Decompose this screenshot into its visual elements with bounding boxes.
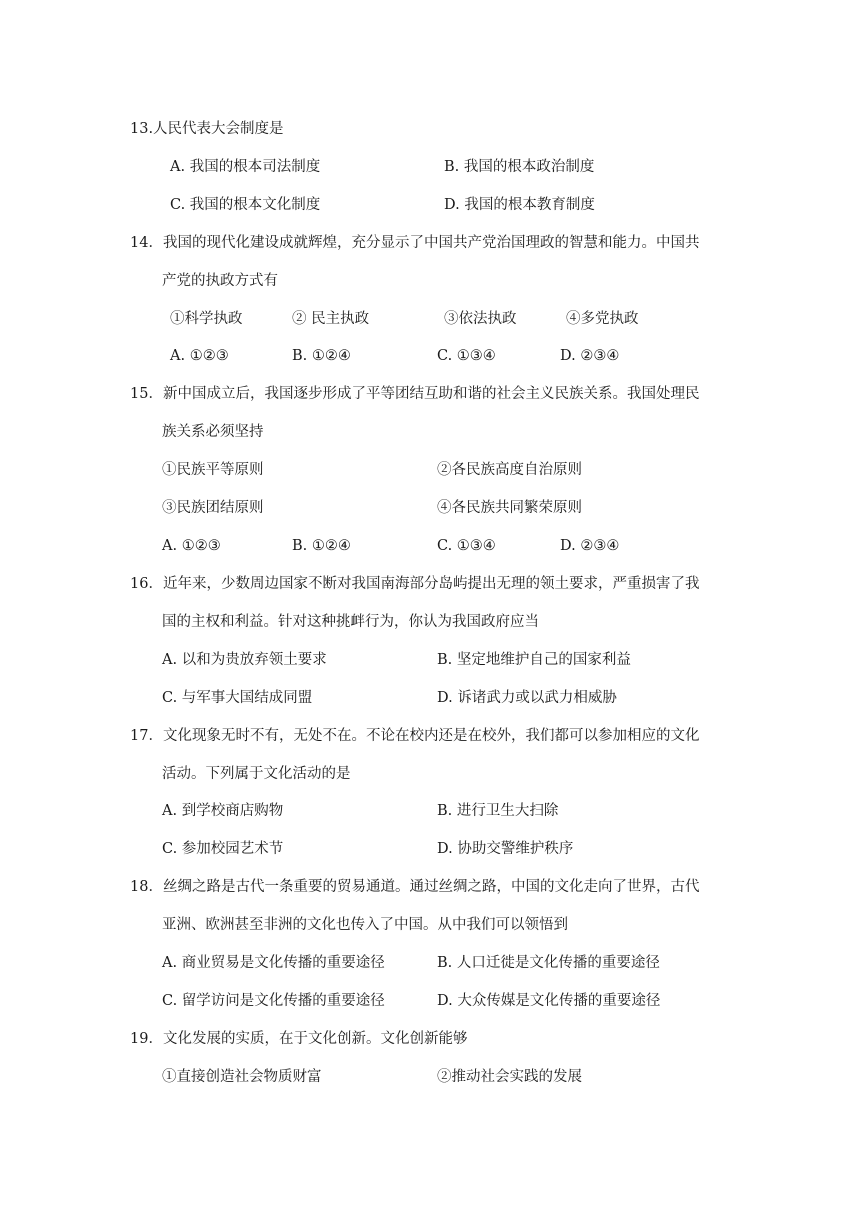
question-19-item-2: ②推动社会实践的发展: [437, 1069, 582, 1085]
question-17-option-b: B. 进行卫生大扫除: [437, 803, 559, 819]
question-14-stem-line1: 14．我国的现代化建设成就辉煌，充分显示了中国共产党治国理政的智慧和能力。中国共: [130, 235, 700, 251]
question-15-option-b: B. ①②④: [292, 538, 351, 554]
question-14-item-2: ② 民主执政: [292, 311, 370, 327]
question-15-item-1: ①民族平等原则: [162, 462, 264, 478]
question-17-option-a: A. 到学校商店购物: [162, 803, 284, 819]
question-15-option-d: D. ②③④: [560, 538, 620, 554]
question-13-stem: 13.人民代表大会制度是: [130, 121, 284, 137]
question-17-option-d: D. 协助交警维护秩序: [437, 841, 574, 857]
question-14-item-4: ④多党执政: [566, 311, 639, 327]
question-18-option-a: A. 商业贸易是文化传播的重要途径: [162, 955, 385, 971]
question-14-stem-line2: 产党的执政方式有: [162, 273, 278, 289]
question-17-stem-line1: 17．文化现象无时不有，无处不在。不论在校内还是在校外，我们都可以参加相应的文化: [130, 728, 700, 744]
question-14-option-c: C. ①③④: [437, 348, 496, 364]
question-15-stem-line1: 15．新中国成立后，我国逐步形成了平等团结互助和谐的社会主义民族关系。我国处理民: [130, 386, 700, 402]
question-13-option-b: B. 我国的根本政治制度: [444, 159, 595, 175]
question-15-item-2: ②各民族高度自治原则: [437, 462, 582, 478]
question-16-stem-line1: 16．近年来，少数周边国家不断对我国南海部分岛屿提出无理的领土要求，严重损害了我: [130, 576, 700, 592]
question-16-option-c: C. 与军事大国结成同盟: [162, 690, 313, 706]
question-18-option-c: C. 留学访问是文化传播的重要途径: [162, 993, 385, 1009]
question-14-item-1: ①科学执政: [170, 311, 243, 327]
question-13-option-c: C. 我国的根本文化制度: [170, 197, 321, 213]
question-16-stem-line2: 国的主权和利益。针对这种挑衅行为，你认为我国政府应当: [162, 614, 539, 630]
question-13-option-d: D. 我国的根本教育制度: [444, 197, 595, 213]
question-15-option-a: A. ①②③: [162, 538, 221, 554]
question-14-option-d: D. ②③④: [560, 348, 620, 364]
question-15-option-c: C. ①③④: [437, 538, 496, 554]
question-14-option-a: A. ①②③: [170, 348, 229, 364]
question-19-item-1: ①直接创造社会物质财富: [162, 1069, 322, 1085]
question-13-option-a: A. 我国的根本司法制度: [170, 159, 321, 175]
question-17-stem-line2: 活动。下列属于文化活动的是: [162, 766, 351, 782]
question-16-option-d: D. 诉诸武力或以武力相威胁: [437, 690, 617, 706]
question-18-option-d: D. 大众传媒是文化传播的重要途径: [437, 993, 661, 1009]
question-18-stem-line1: 18．丝绸之路是古代一条重要的贸易通道。通过丝绸之路，中国的文化走向了世界，古代: [130, 879, 700, 895]
question-16-option-a: A. 以和为贵放弃领土要求: [162, 652, 327, 668]
question-15-item-4: ④各民族共同繁荣原则: [437, 500, 582, 516]
question-19-stem: 19．文化发展的实质，在于文化创新。文化创新能够: [130, 1031, 468, 1047]
question-15-stem-line2: 族关系必须坚持: [162, 424, 264, 440]
question-16-option-b: B. 坚定地维护自己的国家利益: [437, 652, 631, 668]
question-14-option-b: B. ①②④: [292, 348, 351, 364]
question-18-stem-line2: 亚洲、欧洲甚至非洲的文化也传入了中国。从中我们可以领悟到: [162, 917, 568, 933]
question-14-item-3: ③依法执政: [444, 311, 517, 327]
question-17-option-c: C. 参加校园艺术节: [162, 841, 284, 857]
question-18-option-b: B. 人口迁徙是文化传播的重要途径: [437, 955, 660, 971]
question-15-item-3: ③民族团结原则: [162, 500, 264, 516]
